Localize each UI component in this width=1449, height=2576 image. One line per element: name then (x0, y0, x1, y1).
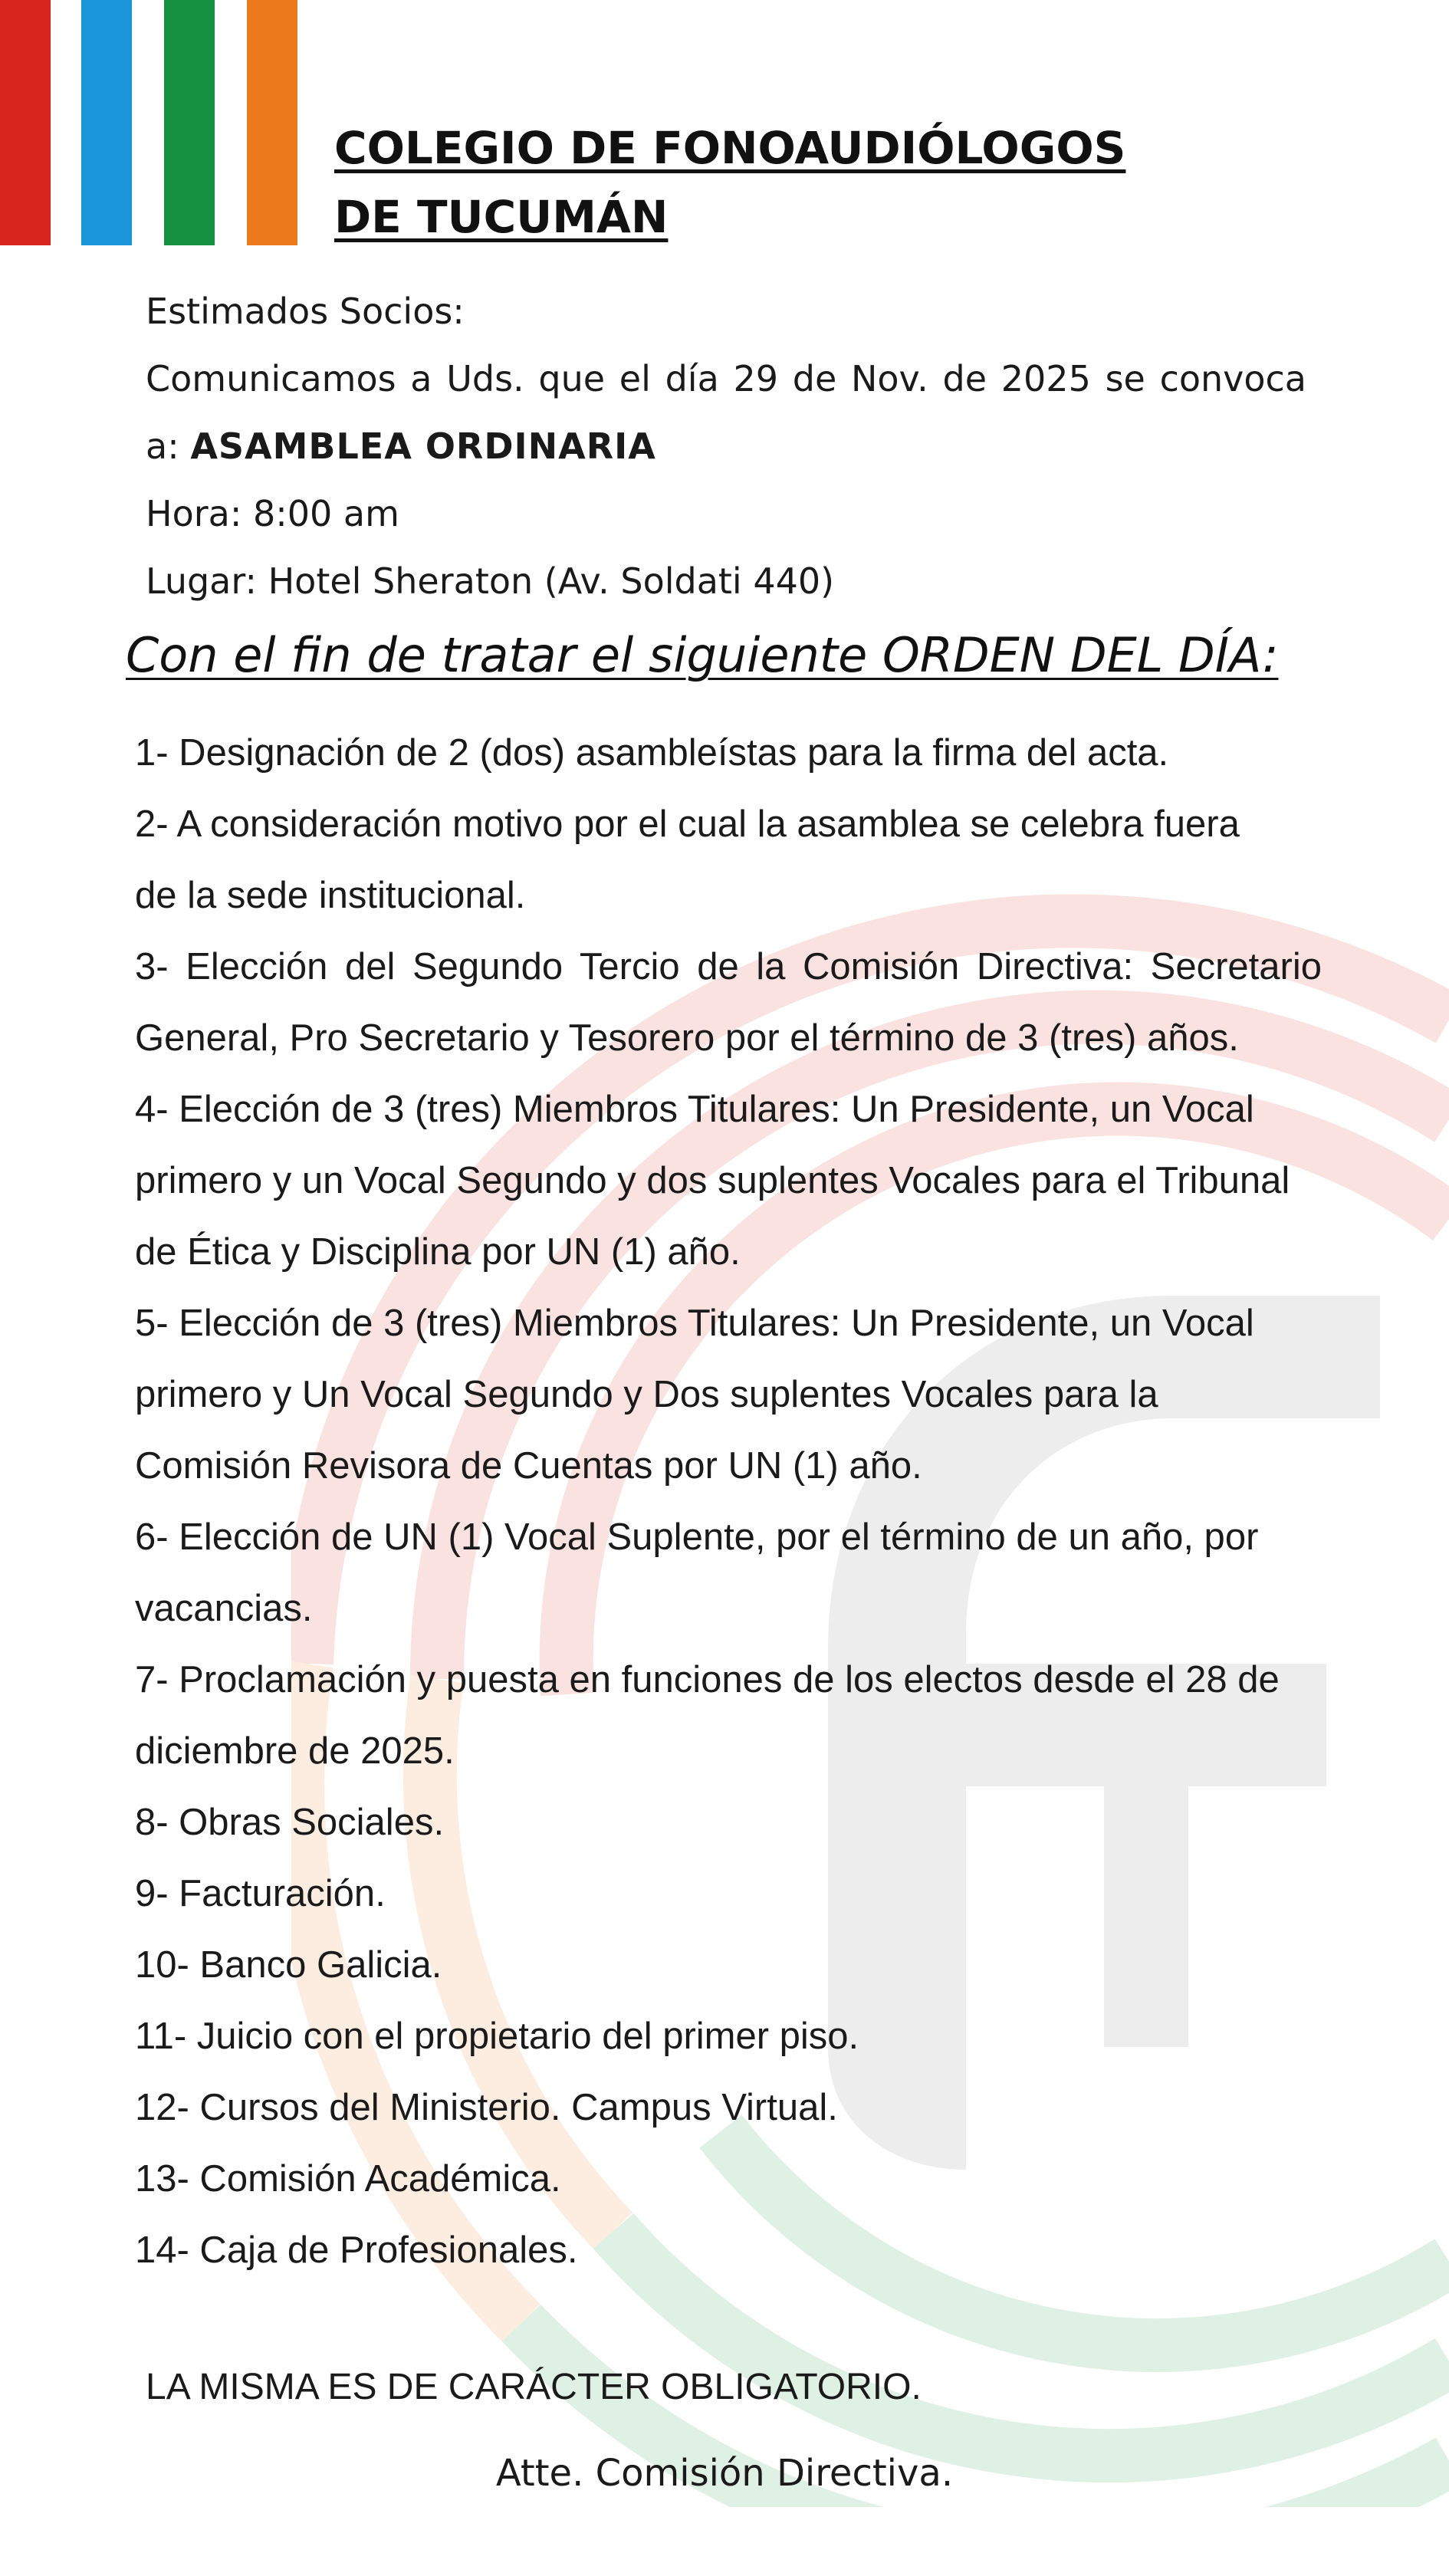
event-place: Lugar: Hotel Sheraton (Av. Soldati 440) (146, 560, 835, 602)
agenda-list (135, 718, 1322, 2286)
announcement-text (146, 345, 1306, 480)
agenda-heading: Con el fin de tratar el siguiente ORDEN DEL DÍA: (126, 627, 1279, 683)
blue-stripe (81, 0, 132, 245)
mandatory-notice: LA MISMA ES DE CARÁCTER OBLIGATORIO. (146, 2367, 922, 2407)
intro-block (146, 278, 1306, 615)
orange-stripe (247, 0, 297, 245)
agenda-item: 1- Designación de 2 (dos) asambleístas para la firma del acta. (135, 732, 1169, 774)
red-stripe (0, 0, 51, 245)
signature: Atte. Comisión Directiva. (495, 2452, 954, 2495)
agenda-item: 12- Cursos del Ministerio. Campus Virtual. (135, 2087, 838, 2128)
announcement: Comunicamos a Uds. que el día 29 de Nov. de 2025 se convoca a: (146, 358, 1306, 467)
agenda-item: 11- Juicio con el propietario del primer piso. (135, 2016, 859, 2057)
agenda-item: 4- Elección de 3 (tres) Miembros Titulares: Un Presidente, un Vocal primero y un Vocal Segundo y dos suplentes Vocales para el Tribunal de Ética y Disciplina por UN (1) año. (135, 1089, 1290, 1273)
title-line-2: DE TUCUMÁN (334, 191, 669, 243)
page-title (334, 113, 1125, 251)
agenda-item: 13- Comisión Académica. (135, 2158, 561, 2200)
agenda-item: 3- Elección del Segundo Tercio de la Comisión Directiva: Secretario General, Pro Secretario y Tesorero por el término de 3 (tres) años. (135, 946, 1322, 1059)
event-time: Hora: 8:00 am (146, 493, 399, 534)
title-line-1: COLEGIO DE FONOAUDIÓLOGOS (334, 122, 1126, 174)
agenda-item: 14- Caja de Profesionales. (135, 2229, 578, 2271)
agenda-item: 5- Elección de 3 (tres) Miembros Titulares: Un Presidente, un Vocal primero y Un Vocal Segundo y Dos suplentes Vocales para la Comisión Revisora de Cuentas por UN (1) año. (135, 1303, 1254, 1487)
agenda-item: 6- Elección de UN (1) Vocal Suplente, por el término de un año, por vacancias. (135, 1516, 1259, 1629)
agenda-item: 9- Facturación. (135, 1873, 386, 1914)
agenda-item: 7- Proclamación y puesta en funciones de los electos desde el 28 de diciembre de 2025. (135, 1659, 1280, 1772)
agenda-item: 2- A consideración motivo por el cual la asamblea se celebra fuera de la sede institucional. (135, 803, 1240, 916)
agenda-item: 10- Banco Galicia. (135, 1944, 442, 1986)
agenda-item: 8- Obras Sociales. (135, 1802, 445, 1843)
greeting: Estimados Socios: (146, 291, 465, 332)
green-stripe (164, 0, 215, 245)
event-name: ASAMBLEA ORDINARIA (190, 426, 656, 467)
